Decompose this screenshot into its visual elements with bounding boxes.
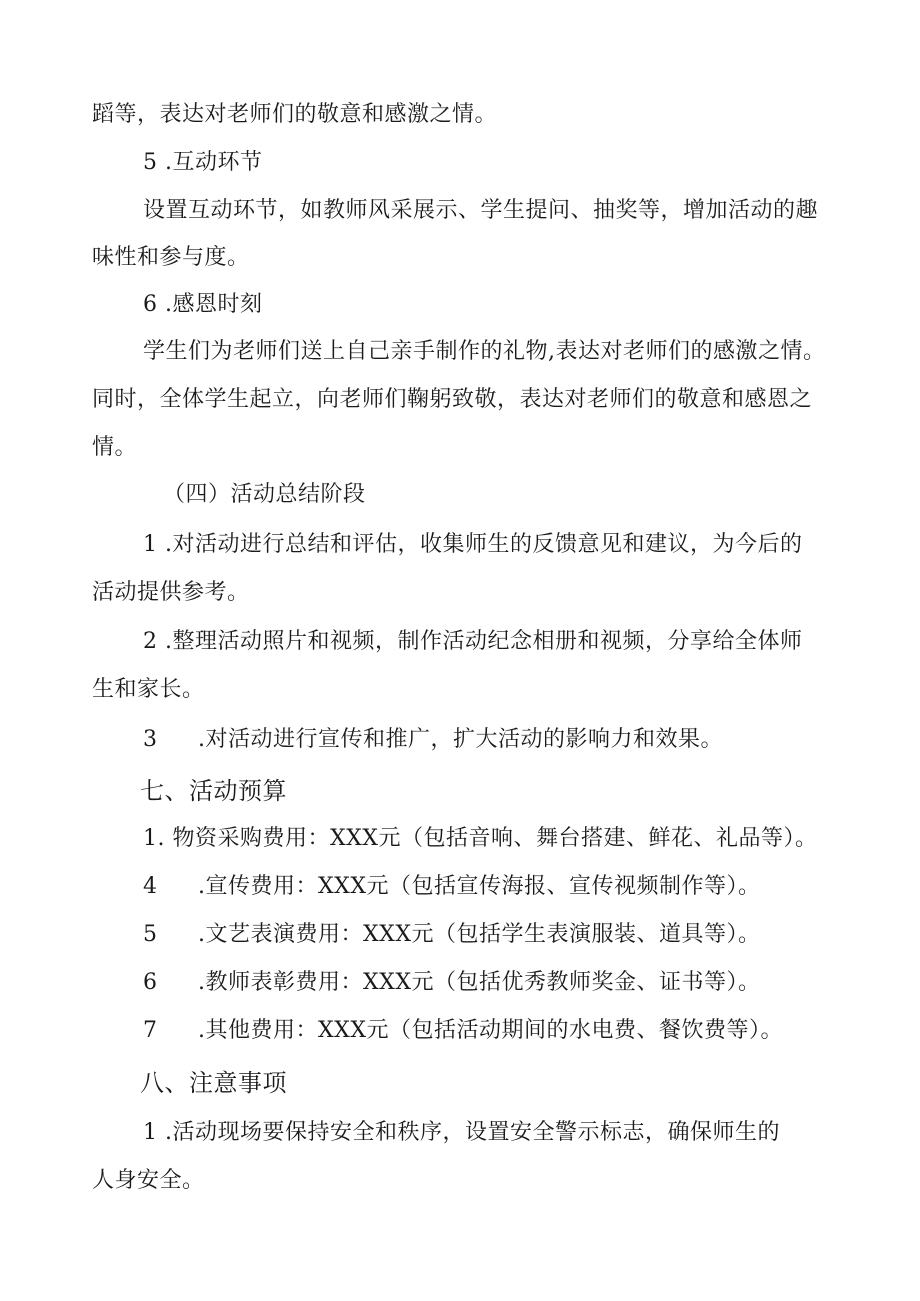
subsection-title: （四）活动总结阶段 [163,482,366,507]
paragraph-line: 学生们为老师们送上自己亲手制作的礼物,表达对老师们的感激之情。 [143,339,826,364]
list-item-number: 7 [143,1018,158,1043]
paragraph-line: 情。 [92,435,138,460]
paragraph-line: 蹈等，表达对老师们的敬意和感激之情。 [92,102,498,127]
paragraph-line: 生和家长。 [92,677,205,702]
paragraph-line: 设置互动环节，如教师风采展示、学生提问、抽奖等，增加活动的趣 [143,198,819,223]
list-item-number: 5 [143,922,158,947]
list-item-number: 3 [143,727,158,752]
paragraph-line: 1 .活动现场要保持安全和秩序，设置安全警示标志，确保师生的 [143,1120,780,1145]
list-item-number: 4 [143,874,158,899]
paragraph-line: 人身安全。 [92,1168,205,1193]
item-title: 5 .互动环节 [143,150,263,175]
paragraph-line: 味性和参与度。 [92,245,250,270]
list-item: .文艺表演费用：XXX元（包括学生表演服装、道具等）。 [198,922,761,947]
paragraph-line: 1 .对活动进行总结和评估，收集师生的反馈意见和建议，为今后的 [143,532,803,557]
list-item: 1. 物资采购费用：XXX元（包括音响、舞台搭建、鲜花、礼品等）。 [143,826,818,851]
paragraph-line: 同时，全体学生起立，向老师们鞠躬致敬，表达对老师们的敬意和感恩之 [92,387,813,412]
paragraph-line: 活动提供参考。 [92,580,250,605]
list-item: .其他费用：XXX元（包括活动期间的水电费、餐饮费等）。 [198,1018,783,1043]
list-item: .教师表彰费用：XXX元（包括优秀教师奖金、证书等）。 [198,970,761,995]
paragraph-line: 2 .整理活动照片和视频，制作活动纪念相册和视频，分享给全体师 [143,629,803,654]
paragraph-line: .对活动进行宣传和推广，扩大活动的影响力和效果。 [198,727,723,752]
list-item-number: 6 [143,970,158,995]
section-heading: 七、活动预算 [140,777,287,805]
list-item: .宣传费用：XXX元（包括宣传海报、宣传视频制作等）。 [198,874,761,899]
section-heading: 八、注意事项 [140,1069,287,1097]
item-title: 6 .感恩时刻 [143,292,263,317]
